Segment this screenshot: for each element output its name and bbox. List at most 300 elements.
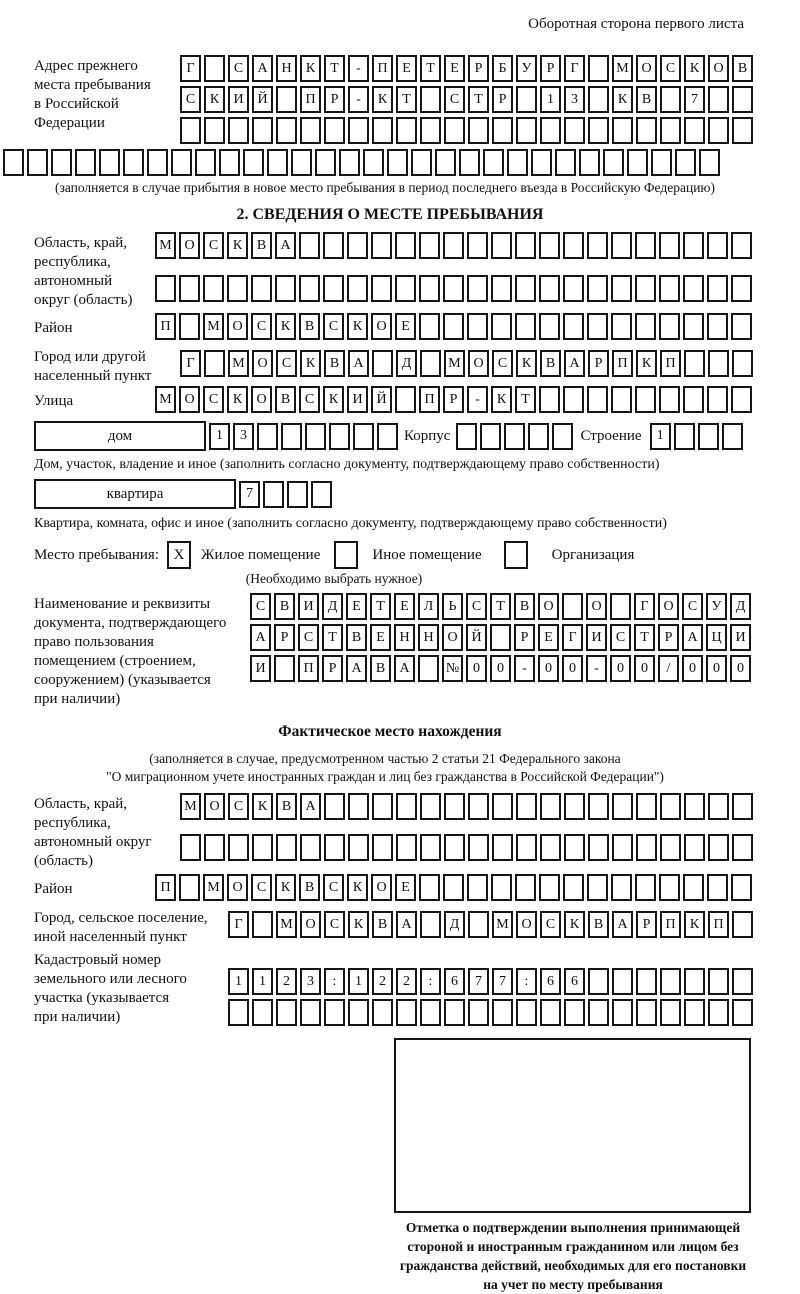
char-box[interactable] — [588, 117, 609, 144]
char-box[interactable]: 1 — [228, 968, 249, 995]
char-box[interactable] — [563, 313, 584, 340]
char-box[interactable]: 0 — [466, 655, 487, 682]
char-box[interactable]: Р — [468, 55, 489, 82]
char-box[interactable] — [699, 149, 720, 176]
char-box[interactable]: 1 — [252, 968, 273, 995]
char-box[interactable]: М — [180, 793, 201, 820]
char-box[interactable]: 2 — [372, 968, 393, 995]
char-box[interactable]: О — [516, 911, 537, 938]
char-box[interactable] — [348, 117, 369, 144]
char-box[interactable] — [179, 313, 200, 340]
char-box[interactable]: П — [300, 86, 321, 113]
char-box[interactable]: В — [276, 793, 297, 820]
char-box[interactable]: С — [323, 313, 344, 340]
char-box[interactable] — [179, 275, 200, 302]
char-box[interactable]: С — [466, 593, 487, 620]
char-box[interactable]: Т — [370, 593, 391, 620]
char-box[interactable] — [372, 999, 393, 1026]
char-box[interactable] — [659, 386, 680, 413]
char-box[interactable] — [651, 149, 672, 176]
char-box[interactable] — [444, 999, 465, 1026]
char-box[interactable]: С — [228, 55, 249, 82]
char-box[interactable] — [396, 793, 417, 820]
char-box[interactable] — [228, 999, 249, 1026]
char-box[interactable]: П — [660, 350, 681, 377]
char-box[interactable]: С — [180, 86, 201, 113]
char-box[interactable]: 6 — [444, 968, 465, 995]
char-box[interactable] — [395, 275, 416, 302]
char-box[interactable] — [707, 275, 728, 302]
char-box[interactable] — [683, 874, 704, 901]
char-box[interactable] — [587, 232, 608, 259]
char-box[interactable]: Р — [443, 386, 464, 413]
char-box[interactable]: 0 — [634, 655, 655, 682]
char-box[interactable]: К — [323, 386, 344, 413]
char-box[interactable]: К — [275, 874, 296, 901]
char-box[interactable] — [204, 117, 225, 144]
char-box[interactable] — [636, 968, 657, 995]
char-box[interactable]: А — [394, 655, 415, 682]
char-box[interactable]: Н — [276, 55, 297, 82]
char-box[interactable] — [507, 149, 528, 176]
char-box[interactable]: Н — [418, 624, 439, 651]
char-box[interactable]: - — [348, 86, 369, 113]
char-box[interactable]: Т — [324, 55, 345, 82]
char-box[interactable] — [492, 999, 513, 1026]
char-box[interactable] — [563, 275, 584, 302]
char-box[interactable] — [732, 834, 753, 861]
fact-region-row-1[interactable] — [180, 793, 756, 820]
char-box[interactable]: Й — [466, 624, 487, 651]
char-box[interactable] — [611, 386, 632, 413]
char-box[interactable]: Р — [514, 624, 535, 651]
char-box[interactable] — [660, 999, 681, 1026]
char-box[interactable] — [171, 149, 192, 176]
char-box[interactable] — [468, 117, 489, 144]
char-box[interactable] — [324, 999, 345, 1026]
char-box[interactable] — [252, 911, 273, 938]
char-box[interactable]: А — [275, 232, 296, 259]
char-box[interactable]: - — [467, 386, 488, 413]
char-box[interactable]: Г — [564, 55, 585, 82]
char-box[interactable] — [204, 350, 225, 377]
char-box[interactable] — [372, 117, 393, 144]
char-box[interactable]: М — [155, 232, 176, 259]
char-box[interactable]: В — [251, 232, 272, 259]
char-box[interactable]: Д — [730, 593, 751, 620]
char-box[interactable]: 6 — [564, 968, 585, 995]
stroenie-row[interactable] — [650, 423, 746, 450]
char-box[interactable] — [636, 793, 657, 820]
char-box[interactable]: К — [252, 793, 273, 820]
char-box[interactable] — [300, 834, 321, 861]
char-box[interactable] — [420, 86, 441, 113]
char-box[interactable]: К — [684, 911, 705, 938]
char-box[interactable]: Р — [540, 55, 561, 82]
char-box[interactable] — [419, 313, 440, 340]
char-box[interactable] — [411, 149, 432, 176]
char-box[interactable]: Г — [634, 593, 655, 620]
char-box[interactable] — [587, 386, 608, 413]
char-box[interactable]: М — [203, 313, 224, 340]
char-box[interactable]: С — [203, 232, 224, 259]
char-box[interactable]: С — [299, 386, 320, 413]
char-box[interactable] — [516, 999, 537, 1026]
char-box[interactable]: 0 — [610, 655, 631, 682]
char-box[interactable] — [483, 149, 504, 176]
char-box[interactable] — [348, 834, 369, 861]
char-box[interactable]: Е — [395, 874, 416, 901]
char-box[interactable]: Г — [562, 624, 583, 651]
char-box[interactable]: О — [636, 55, 657, 82]
char-box[interactable]: И — [730, 624, 751, 651]
char-box[interactable]: В — [299, 874, 320, 901]
char-box[interactable]: 7 — [239, 481, 260, 508]
char-box[interactable]: К — [300, 55, 321, 82]
char-box[interactable] — [516, 793, 537, 820]
char-box[interactable] — [552, 423, 573, 450]
char-box[interactable] — [371, 275, 392, 302]
char-box[interactable] — [311, 481, 332, 508]
char-box[interactable] — [588, 793, 609, 820]
s2-street-row[interactable] — [155, 386, 755, 413]
char-box[interactable] — [732, 911, 753, 938]
char-box[interactable] — [257, 423, 278, 450]
char-box[interactable] — [420, 350, 441, 377]
char-box[interactable] — [155, 275, 176, 302]
char-box[interactable] — [252, 834, 273, 861]
char-box[interactable] — [660, 117, 681, 144]
char-box[interactable]: С — [203, 386, 224, 413]
char-box[interactable] — [324, 793, 345, 820]
char-box[interactable]: С — [540, 911, 561, 938]
char-box[interactable]: 3 — [564, 86, 585, 113]
char-box[interactable] — [731, 874, 752, 901]
char-box[interactable] — [323, 275, 344, 302]
char-box[interactable] — [708, 350, 729, 377]
char-box[interactable] — [612, 117, 633, 144]
char-box[interactable] — [491, 874, 512, 901]
char-box[interactable]: Ь — [442, 593, 463, 620]
char-box[interactable]: С — [250, 593, 271, 620]
char-box[interactable]: Б — [492, 55, 513, 82]
char-box[interactable]: Л — [418, 593, 439, 620]
char-box[interactable] — [419, 232, 440, 259]
char-box[interactable] — [419, 874, 440, 901]
char-box[interactable] — [612, 968, 633, 995]
char-box[interactable] — [305, 423, 326, 450]
char-box[interactable] — [659, 232, 680, 259]
char-box[interactable] — [276, 834, 297, 861]
char-box[interactable] — [395, 386, 416, 413]
char-box[interactable]: П — [660, 911, 681, 938]
char-box[interactable] — [588, 999, 609, 1026]
char-box[interactable] — [353, 423, 374, 450]
s2-city-row[interactable] — [180, 350, 756, 377]
char-box[interactable]: В — [370, 655, 391, 682]
char-box[interactable] — [683, 275, 704, 302]
char-box[interactable] — [299, 275, 320, 302]
char-box[interactable]: 3 — [233, 423, 254, 450]
char-box[interactable] — [516, 86, 537, 113]
char-box[interactable]: С — [228, 793, 249, 820]
char-box[interactable] — [675, 149, 696, 176]
char-box[interactable]: К — [636, 350, 657, 377]
char-box[interactable] — [707, 313, 728, 340]
char-box[interactable]: - — [348, 55, 369, 82]
char-box[interactable]: М — [444, 350, 465, 377]
char-box[interactable]: Т — [468, 86, 489, 113]
checkbox-zhiloe[interactable]: X — [167, 541, 191, 569]
char-box[interactable] — [468, 834, 489, 861]
char-box[interactable]: А — [300, 793, 321, 820]
char-box[interactable] — [564, 834, 585, 861]
char-box[interactable]: С — [324, 911, 345, 938]
char-box[interactable]: А — [396, 911, 417, 938]
char-box[interactable]: О — [708, 55, 729, 82]
char-box[interactable]: Г — [228, 911, 249, 938]
char-box[interactable] — [219, 149, 240, 176]
char-box[interactable] — [660, 793, 681, 820]
char-box[interactable]: В — [275, 386, 296, 413]
char-box[interactable]: О — [252, 350, 273, 377]
char-box[interactable] — [444, 793, 465, 820]
char-box[interactable] — [443, 313, 464, 340]
prev-address-row-1[interactable] — [180, 55, 756, 82]
char-box[interactable] — [660, 834, 681, 861]
char-box[interactable]: М — [612, 55, 633, 82]
char-box[interactable]: О — [371, 313, 392, 340]
char-box[interactable] — [708, 793, 729, 820]
char-box[interactable] — [732, 86, 753, 113]
char-box[interactable]: Р — [322, 655, 343, 682]
char-box[interactable] — [684, 793, 705, 820]
char-box[interactable]: Т — [515, 386, 536, 413]
char-box[interactable]: О — [371, 874, 392, 901]
char-box[interactable] — [563, 386, 584, 413]
char-box[interactable]: 1 — [348, 968, 369, 995]
char-box[interactable]: С — [444, 86, 465, 113]
char-box[interactable]: О — [538, 593, 559, 620]
char-box[interactable] — [443, 275, 464, 302]
fact-city-row[interactable] — [228, 911, 756, 938]
char-box[interactable] — [539, 386, 560, 413]
char-box[interactable]: О — [227, 874, 248, 901]
korpus-row[interactable] — [456, 423, 576, 450]
char-box[interactable]: 1 — [540, 86, 561, 113]
char-box[interactable] — [588, 86, 609, 113]
char-box[interactable] — [707, 874, 728, 901]
char-box[interactable]: С — [492, 350, 513, 377]
char-box[interactable]: О — [442, 624, 463, 651]
char-box[interactable]: В — [732, 55, 753, 82]
char-box[interactable] — [203, 275, 224, 302]
char-box[interactable] — [180, 117, 201, 144]
char-box[interactable] — [683, 313, 704, 340]
char-box[interactable] — [372, 834, 393, 861]
char-box[interactable]: С — [251, 313, 272, 340]
char-box[interactable]: 3 — [300, 968, 321, 995]
char-box[interactable] — [363, 149, 384, 176]
char-box[interactable]: Г — [180, 55, 201, 82]
char-box[interactable] — [659, 313, 680, 340]
char-box[interactable]: М — [492, 911, 513, 938]
char-box[interactable] — [263, 481, 284, 508]
s2-region-row-1[interactable] — [155, 232, 755, 259]
house-row[interactable] — [209, 423, 401, 450]
char-box[interactable] — [515, 232, 536, 259]
char-box[interactable]: 1 — [209, 423, 230, 450]
char-box[interactable] — [555, 149, 576, 176]
char-box[interactable]: : — [516, 968, 537, 995]
char-box[interactable] — [564, 793, 585, 820]
char-box[interactable]: А — [348, 350, 369, 377]
char-box[interactable] — [444, 117, 465, 144]
char-box[interactable]: В — [274, 593, 295, 620]
char-box[interactable]: Е — [370, 624, 391, 651]
char-box[interactable] — [564, 999, 585, 1026]
char-box[interactable] — [612, 793, 633, 820]
char-box[interactable]: : — [324, 968, 345, 995]
char-box[interactable] — [563, 232, 584, 259]
char-box[interactable]: К — [612, 86, 633, 113]
char-box[interactable] — [539, 232, 560, 259]
char-box[interactable] — [27, 149, 48, 176]
char-box[interactable] — [251, 275, 272, 302]
char-box[interactable] — [468, 999, 489, 1026]
char-box[interactable]: М — [276, 911, 297, 938]
char-box[interactable] — [443, 874, 464, 901]
char-box[interactable] — [611, 313, 632, 340]
checkbox-inoe[interactable] — [334, 541, 358, 569]
char-box[interactable]: Д — [444, 911, 465, 938]
char-box[interactable] — [243, 149, 264, 176]
char-box[interactable] — [722, 423, 743, 450]
char-box[interactable]: А — [682, 624, 703, 651]
char-box[interactable]: 2 — [396, 968, 417, 995]
char-box[interactable] — [698, 423, 719, 450]
char-box[interactable] — [707, 232, 728, 259]
char-box[interactable] — [287, 481, 308, 508]
char-box[interactable] — [531, 149, 552, 176]
char-box[interactable] — [635, 313, 656, 340]
char-box[interactable]: О — [300, 911, 321, 938]
char-box[interactable]: В — [299, 313, 320, 340]
char-box[interactable]: Р — [636, 911, 657, 938]
char-box[interactable]: Т — [396, 86, 417, 113]
char-box[interactable] — [587, 275, 608, 302]
char-box[interactable]: В — [372, 911, 393, 938]
char-box[interactable]: У — [516, 55, 537, 82]
char-box[interactable]: О — [179, 232, 200, 259]
char-box[interactable]: № — [442, 655, 463, 682]
char-box[interactable] — [99, 149, 120, 176]
char-box[interactable] — [708, 86, 729, 113]
char-box[interactable]: В — [636, 86, 657, 113]
prev-address-row-2[interactable] — [180, 86, 756, 113]
char-box[interactable] — [228, 117, 249, 144]
char-box[interactable] — [611, 232, 632, 259]
char-box[interactable] — [540, 999, 561, 1026]
char-box[interactable] — [491, 313, 512, 340]
document-row-3[interactable] — [250, 655, 754, 682]
char-box[interactable]: : — [420, 968, 441, 995]
char-box[interactable]: С — [251, 874, 272, 901]
char-box[interactable] — [339, 149, 360, 176]
char-box[interactable] — [731, 313, 752, 340]
char-box[interactable]: И — [347, 386, 368, 413]
char-box[interactable] — [291, 149, 312, 176]
char-box[interactable]: В — [324, 350, 345, 377]
fact-cadastre-row-2[interactable] — [228, 999, 756, 1026]
char-box[interactable]: С — [276, 350, 297, 377]
char-box[interactable] — [707, 386, 728, 413]
char-box[interactable] — [75, 149, 96, 176]
char-box[interactable]: С — [323, 874, 344, 901]
char-box[interactable]: Й — [252, 86, 273, 113]
char-box[interactable] — [491, 232, 512, 259]
char-box[interactable]: Й — [371, 386, 392, 413]
char-box[interactable] — [588, 968, 609, 995]
char-box[interactable] — [612, 999, 633, 1026]
char-box[interactable] — [636, 117, 657, 144]
char-box[interactable]: Р — [658, 624, 679, 651]
char-box[interactable]: 2 — [276, 968, 297, 995]
char-box[interactable]: А — [564, 350, 585, 377]
char-box[interactable] — [539, 275, 560, 302]
char-box[interactable] — [315, 149, 336, 176]
char-box[interactable] — [418, 655, 439, 682]
char-box[interactable] — [420, 999, 441, 1026]
char-box[interactable] — [515, 275, 536, 302]
char-box[interactable] — [563, 874, 584, 901]
char-box[interactable]: Р — [274, 624, 295, 651]
char-box[interactable] — [276, 117, 297, 144]
char-box[interactable] — [684, 999, 705, 1026]
char-box[interactable]: М — [155, 386, 176, 413]
char-box[interactable]: Т — [634, 624, 655, 651]
char-box[interactable] — [329, 423, 350, 450]
char-box[interactable]: П — [612, 350, 633, 377]
char-box[interactable]: В — [514, 593, 535, 620]
char-box[interactable]: К — [204, 86, 225, 113]
char-box[interactable]: К — [300, 350, 321, 377]
char-box[interactable] — [587, 313, 608, 340]
document-row-1[interactable] — [250, 593, 754, 620]
char-box[interactable]: 7 — [492, 968, 513, 995]
char-box[interactable] — [348, 793, 369, 820]
char-box[interactable]: В — [346, 624, 367, 651]
char-box[interactable] — [300, 117, 321, 144]
char-box[interactable]: И — [586, 624, 607, 651]
char-box[interactable]: Е — [394, 593, 415, 620]
fact-region-row-2[interactable] — [180, 834, 756, 861]
char-box[interactable] — [204, 55, 225, 82]
char-box[interactable] — [504, 423, 525, 450]
char-box[interactable] — [539, 313, 560, 340]
char-box[interactable] — [731, 386, 752, 413]
char-box[interactable] — [731, 275, 752, 302]
char-box[interactable]: И — [250, 655, 271, 682]
char-box[interactable] — [123, 149, 144, 176]
char-box[interactable]: К — [347, 313, 368, 340]
char-box[interactable] — [324, 117, 345, 144]
fact-cadastre-row-1[interactable] — [228, 968, 756, 995]
char-box[interactable] — [420, 117, 441, 144]
char-box[interactable]: Е — [444, 55, 465, 82]
char-box[interactable]: 0 — [706, 655, 727, 682]
char-box[interactable] — [540, 793, 561, 820]
